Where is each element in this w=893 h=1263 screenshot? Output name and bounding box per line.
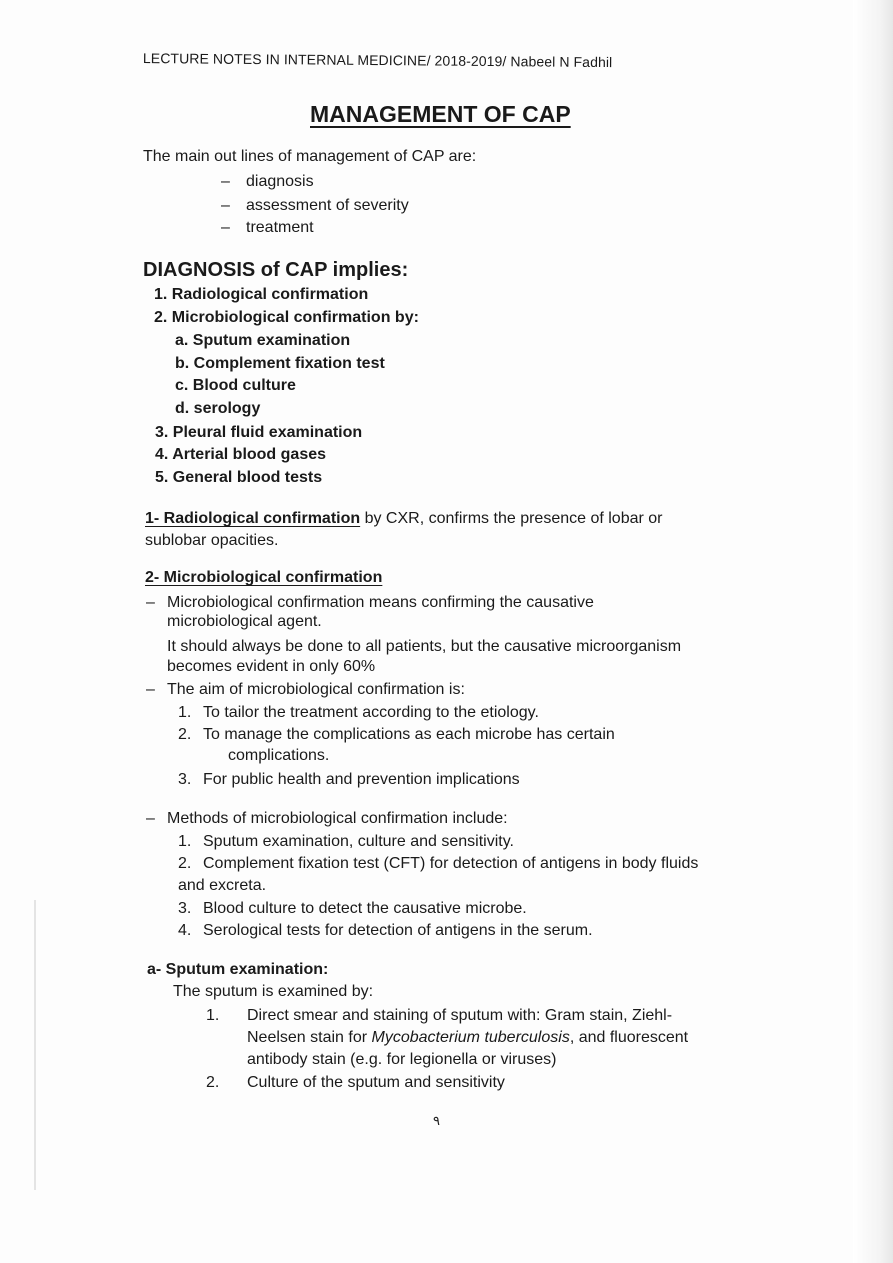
method-number: 4. [178, 922, 192, 939]
microbiological-text: It should always be done to all patients, but the causative microorganism [167, 638, 682, 655]
page-title: MANAGEMENT OF CAP [310, 101, 571, 127]
method-item: Complement fixation test (CFT) for detection of antigens in body fluids [203, 855, 699, 872]
sputum-text: , and fluorescent [569, 1029, 689, 1046]
method-item: Serological tests for detection of antigens in the serum. [203, 922, 593, 939]
intro-item-treatment: treatment [246, 219, 314, 236]
aim-item: For public health and prevention implications [203, 771, 520, 788]
radiological-text: sublobar opacities. [145, 532, 279, 549]
scan-mark [34, 900, 36, 1190]
microbiological-heading: 2- Microbiological confirmation [145, 569, 383, 586]
diagnosis-subitem: b. Complement fixation test [175, 355, 385, 372]
method-number: 1. [178, 833, 192, 850]
sputum-heading: a- Sputum examination: [147, 961, 329, 978]
diagnosis-heading: DIAGNOSIS of CAP implies: [143, 259, 409, 281]
aim-number: 1. [178, 704, 192, 721]
method-item: Blood culture to detect the causative microbe. [203, 900, 527, 917]
diagnosis-subitem: a. Sputum examination [175, 332, 351, 349]
intro-item-diagnosis: diagnosis [246, 173, 314, 190]
diagnosis-subitem: d. serology [175, 400, 261, 417]
method-number: 2. [178, 855, 192, 872]
sputum-text: Neelsen stain for [247, 1029, 372, 1046]
methods-intro: Methods of microbiological confirmation include: [167, 810, 508, 827]
dash-bullet: – [221, 197, 230, 214]
aim-number: 2. [178, 726, 192, 743]
diagnosis-item: 1. Radiological confirmation [154, 286, 369, 303]
aim-item: To manage the complications as each microbe has certain [203, 726, 615, 743]
dash-bullet: – [221, 219, 230, 236]
dash-bullet: – [146, 681, 155, 698]
method-item-cont: and excreta. [178, 877, 267, 894]
radiological-heading: 1- Radiological confirmation [145, 510, 361, 527]
intro-item-severity: assessment of severity [246, 197, 409, 214]
page-number: ٩ [433, 1113, 440, 1128]
page-edge-shadow [853, 0, 893, 1263]
diagnosis-item: 4. Arterial blood gases [155, 446, 327, 463]
aim-intro: The aim of microbiological confirmation is: [167, 681, 465, 698]
diagnosis-subitem: c. Blood culture [175, 377, 296, 394]
sputum-number: 1. [206, 1007, 220, 1024]
radiological-text: by CXR, confirms the presence of lobar or [360, 510, 663, 527]
aim-item: To tailor the treatment according to the etiology. [203, 704, 539, 721]
method-item: Sputum examination, culture and sensitivity. [203, 833, 514, 850]
diagnosis-item: 2. Microbiological confirmation by: [154, 309, 419, 326]
diagnosis-item: 5. General blood tests [155, 469, 323, 486]
method-number: 3. [178, 900, 192, 917]
dash-bullet: – [146, 810, 155, 827]
microbiological-text: microbiological agent. [167, 613, 322, 630]
intro-text: The main out lines of management of CAP are: [143, 148, 477, 165]
sputum-item: antibody stain (e.g. for legionella or viruses) [247, 1051, 557, 1068]
sputum-item [247, 1029, 688, 1047]
diagnosis-item: 3. Pleural fluid examination [155, 424, 363, 441]
aim-number: 3. [178, 771, 192, 788]
sputum-item: Direct smear and staining of sputum with: Gram stain, Ziehl- [247, 1007, 673, 1024]
radiological-paragraph [145, 510, 663, 528]
aim-item-cont: complications. [228, 747, 330, 764]
dash-bullet: – [146, 594, 155, 611]
microbiological-text: Microbiological confirmation means confirming the causative [167, 594, 594, 611]
organism-name: Mycobacterium tuberculosis [371, 1029, 570, 1046]
sputum-number: 2. [206, 1074, 220, 1091]
microbiological-text: becomes evident in only 60% [167, 658, 376, 675]
sputum-item: Culture of the sputum and sensitivity [247, 1074, 505, 1091]
sputum-intro: The sputum is examined by: [173, 983, 374, 1000]
running-header: LECTURE NOTES IN INTERNAL MEDICINE/ 2018-2019/ Nabeel N Fadhil [142, 50, 613, 71]
dash-bullet: – [221, 173, 230, 190]
